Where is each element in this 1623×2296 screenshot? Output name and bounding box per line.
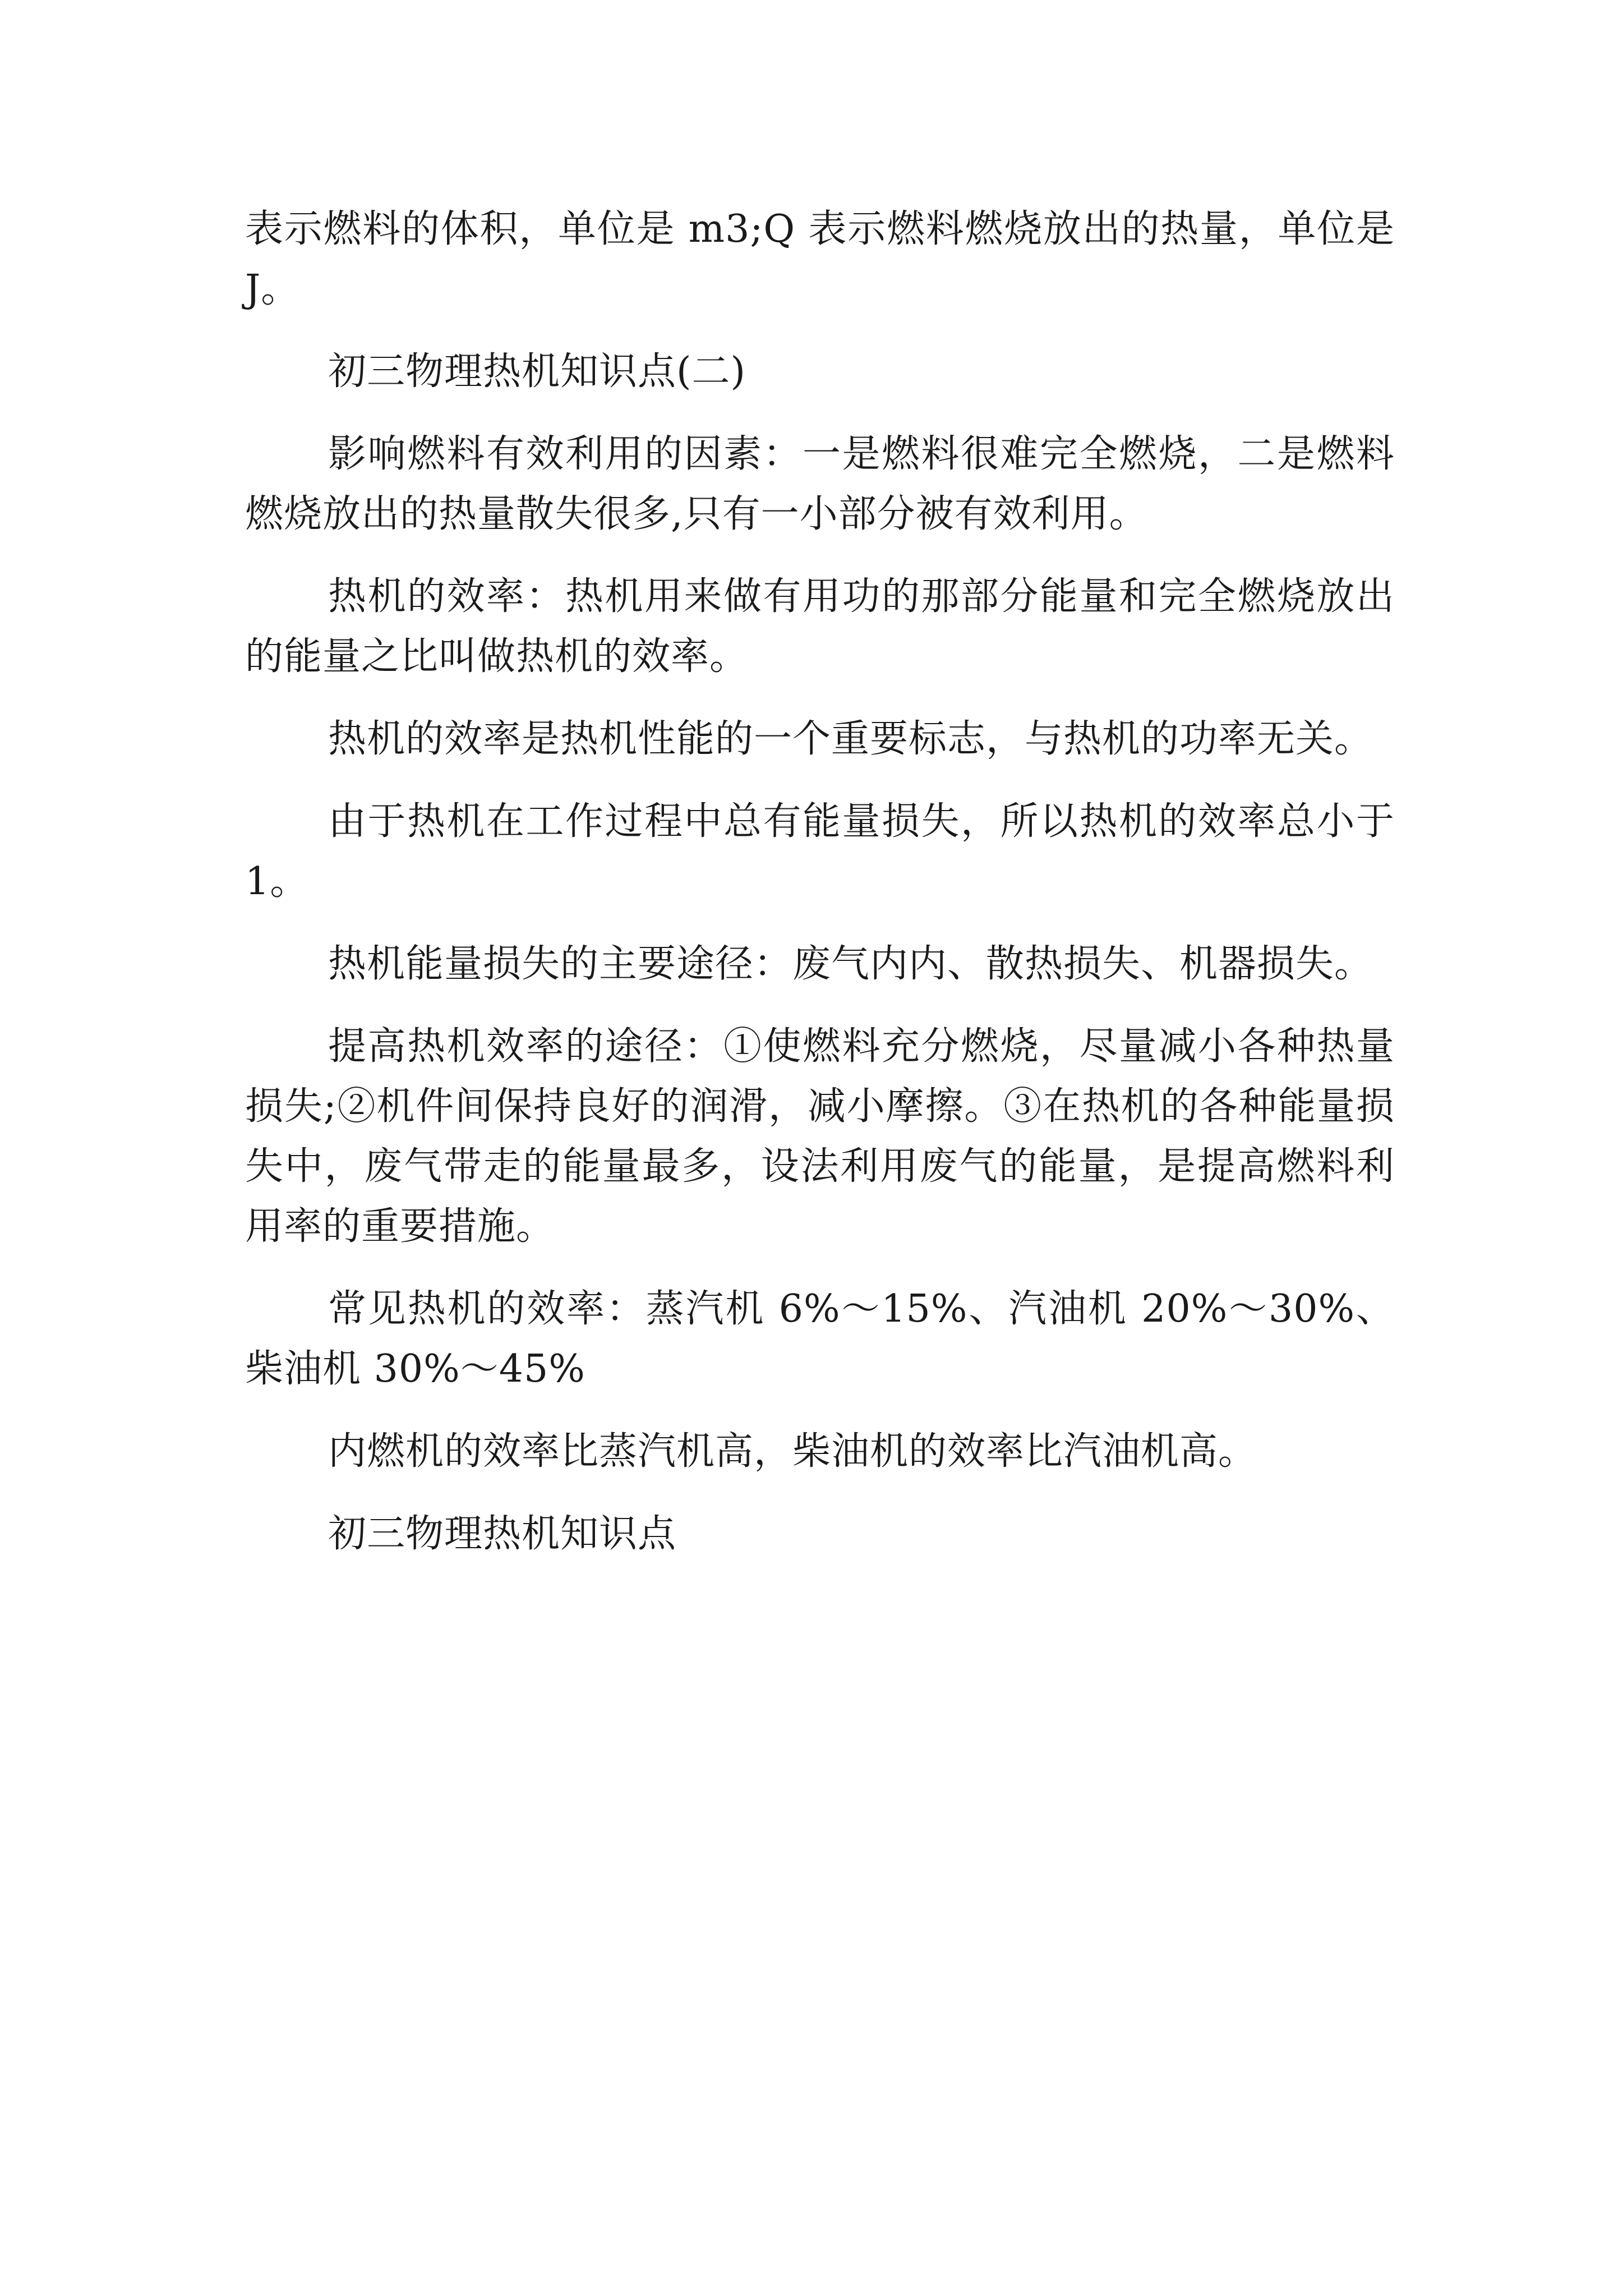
paragraph-continuation: 表示燃料的体积，单位是 m3;Q 表示燃料燃烧放出的热量，单位是 J。 [245, 207, 1395, 311]
paragraph-common-efficiencies: 常见热机的效率：蒸汽机 6%～15%、汽油机 20%～30%、柴油机 30%～45% [245, 1287, 1395, 1391]
section-heading-final: 初三物理热机知识点 [328, 1512, 677, 1556]
document-body [245, 199, 1395, 1586]
paragraph-efficiency-indicator: 热机的效率是热机性能的一个重要标志，与热机的功率无关。 [328, 717, 1373, 761]
paragraph-improve-efficiency: 提高热机效率的途径：①使燃料充分燃烧，尽量减小各种热量损失;②机件间保持良好的润滑，减小摩擦。③在热机的各种能量损失中，废气带走的能量最多，设法利用废气的能量，是提高燃料利用率的重要措施。 [245, 1024, 1395, 1249]
paragraph-efficiency-less-than-one: 由于热机在工作过程中总有能量损失，所以热机的效率总小于 1。 [245, 799, 1395, 904]
paragraph-engine-efficiency-definition: 热机的效率：热机用来做有用功的那部分能量和完全燃烧放出的能量之比叫做热机的效率。 [245, 574, 1395, 679]
section-heading: 初三物理热机知识点(二) [328, 349, 746, 394]
paragraph-engine-comparison: 内燃机的效率比蒸汽机高，柴油机的效率比汽油机高。 [328, 1429, 1257, 1474]
paragraph-energy-loss-paths: 热机能量损失的主要途径：废气内内、散热损失、机器损失。 [328, 942, 1373, 986]
paragraph-fuel-utilization: 影响燃料有效利用的因素：一是燃料很难完全燃烧，二是燃料燃烧放出的热量散失很多,只有一小部分被有效利用。 [245, 432, 1395, 536]
